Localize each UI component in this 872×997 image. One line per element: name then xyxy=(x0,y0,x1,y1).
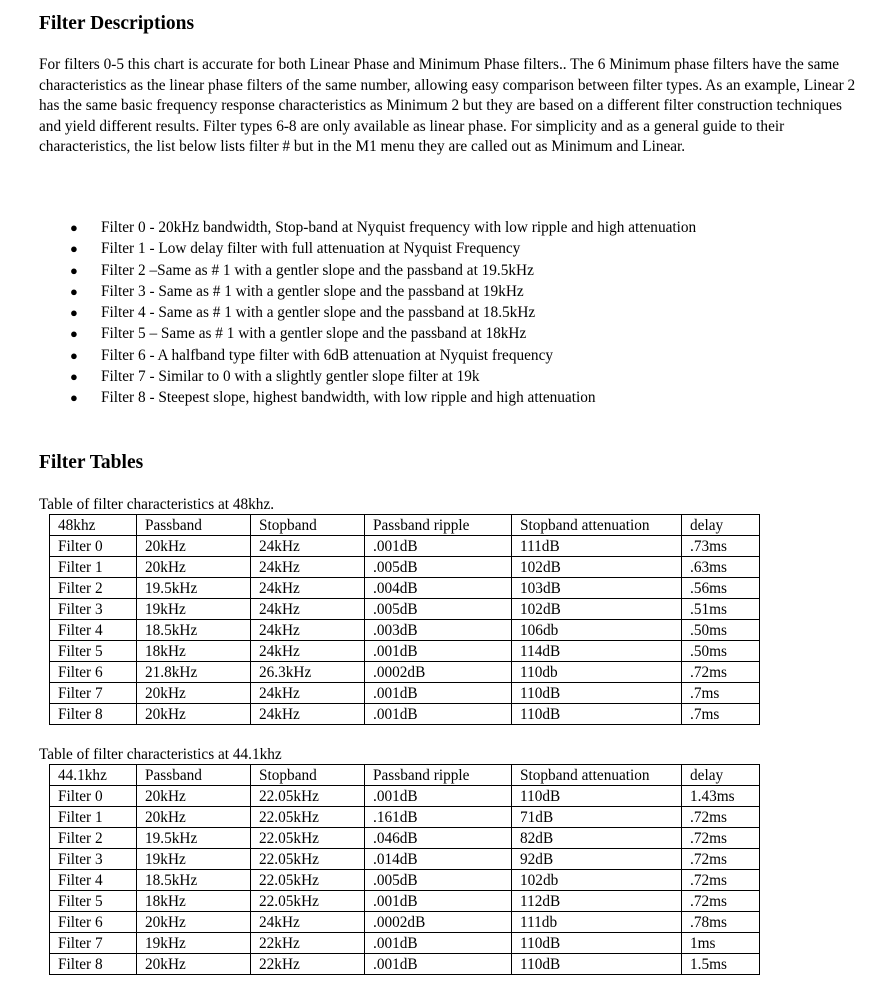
table-cell: 110db xyxy=(512,662,682,683)
table-cell: 20kHz xyxy=(137,786,251,807)
table-cell: 82dB xyxy=(512,828,682,849)
list-item-text: Filter 8 - Steepest slope, highest bandwidth, with low ripple and high attenuation xyxy=(101,389,596,407)
bullet-icon: ● xyxy=(70,262,78,278)
table-cell: .014dB xyxy=(365,849,512,870)
list-item-text: Filter 6 - A halfband type filter with 6dB attenuation at Nyquist frequency xyxy=(101,346,554,364)
table-cell: Filter 1 xyxy=(50,557,137,578)
table-row xyxy=(50,849,760,870)
table-row xyxy=(50,641,760,662)
list-item xyxy=(0,387,696,408)
table-cell: 103dB xyxy=(512,578,682,599)
table-row xyxy=(50,870,760,891)
column-header: Passband ripple xyxy=(365,515,512,536)
table-cell: .72ms xyxy=(682,849,760,870)
table-row xyxy=(50,807,760,828)
table-row xyxy=(50,536,760,557)
table-cell: 106db xyxy=(512,620,682,641)
table-cell: Filter 6 xyxy=(50,912,137,933)
table-cell: .005dB xyxy=(365,870,512,891)
list-item-text: Filter 2 –Same as # 1 with a gentler slope and the passband at 19.5kHz xyxy=(101,261,534,279)
table-cell: 71dB xyxy=(512,807,682,828)
list-item-text: Filter 3 - Same as # 1 with a gentler slope and the passband at 19kHz xyxy=(101,282,524,300)
bullet-icon: ● xyxy=(70,326,78,342)
table-cell: 24kHz xyxy=(251,912,365,933)
table-cell: .161dB xyxy=(365,807,512,828)
table-cell: 21.8kHz xyxy=(137,662,251,683)
table-row xyxy=(50,704,760,725)
table-cell: 20kHz xyxy=(137,954,251,975)
table-header-row xyxy=(50,765,760,786)
table-cell: .001dB xyxy=(365,641,512,662)
table-cell: Filter 5 xyxy=(50,891,137,912)
table-cell: 26.3kHz xyxy=(251,662,365,683)
table-cell: 19kHz xyxy=(137,933,251,954)
table-cell: Filter 4 xyxy=(50,620,137,641)
table-cell: 20kHz xyxy=(137,704,251,725)
table-cell: .51ms xyxy=(682,599,760,620)
table-cell: 20kHz xyxy=(137,557,251,578)
table-cell: .73ms xyxy=(682,536,760,557)
bullet-icon: ● xyxy=(70,305,78,321)
list-item xyxy=(0,323,696,344)
table-cell: 102dB xyxy=(512,599,682,620)
list-item xyxy=(0,366,696,387)
table-cell: .005dB xyxy=(365,599,512,620)
table-cell: .56ms xyxy=(682,578,760,599)
bullet-icon: ● xyxy=(70,347,78,363)
filter-descriptions-heading: Filter Descriptions xyxy=(39,13,195,34)
filter-table-48khz xyxy=(49,514,760,725)
table-cell: 114dB xyxy=(512,641,682,662)
table-cell: 24kHz xyxy=(251,641,365,662)
filter-tables-heading: Filter Tables xyxy=(39,452,144,473)
table-cell: 22.05kHz xyxy=(251,828,365,849)
table-row xyxy=(50,933,760,954)
table-cell: Filter 0 xyxy=(50,786,137,807)
table-cell: 1.43ms xyxy=(682,786,760,807)
table-cell: .7ms xyxy=(682,704,760,725)
table-cell: Filter 6 xyxy=(50,662,137,683)
column-header: 44.1khz xyxy=(50,765,137,786)
list-item-text: Filter 4 - Same as # 1 with a gentler slope and the passband at 18.5kHz xyxy=(101,304,536,322)
table-row xyxy=(50,599,760,620)
table-cell: .72ms xyxy=(682,662,760,683)
table-cell: Filter 1 xyxy=(50,807,137,828)
bullet-icon: ● xyxy=(70,390,78,406)
table-cell: .001dB xyxy=(365,704,512,725)
table-cell: Filter 2 xyxy=(50,828,137,849)
table-cell: 19.5kHz xyxy=(137,828,251,849)
table-row xyxy=(50,683,760,704)
column-header: Passband xyxy=(137,515,251,536)
table-cell: .72ms xyxy=(682,828,760,849)
table-cell: 20kHz xyxy=(137,807,251,828)
table-cell: .78ms xyxy=(682,912,760,933)
table-cell: Filter 8 xyxy=(50,954,137,975)
table-cell: .001dB xyxy=(365,683,512,704)
table-cell: 24kHz xyxy=(251,578,365,599)
intro-paragraph: For filters 0-5 this chart is accurate for both Linear Phase and Minimum Phase filters.. The 6 Minimum phase filters have the same characteristics as the linear phase filters of the same number, allowing easy comparison between filter types. As an example, Linear 2 has the same basic frequency response characteristics as Minimum 2 but they are based on a different filter construction techniques and yield different results. Filter types 6-8 are only available as linear phase. For simplicity and as a general guide to their characteristics, the list below lists filter # but in the M1 menu they are called out as Minimum and Linear. xyxy=(39,56,856,156)
table-cell: .001dB xyxy=(365,933,512,954)
table-cell: 24kHz xyxy=(251,683,365,704)
table-48khz-caption: Table of filter characteristics at 48khz. xyxy=(39,496,275,513)
table-cell: Filter 7 xyxy=(50,683,137,704)
table-cell: .0002dB xyxy=(365,662,512,683)
table-cell: 112dB xyxy=(512,891,682,912)
table-cell: 92dB xyxy=(512,849,682,870)
table-cell: 19kHz xyxy=(137,849,251,870)
column-header: Stopband xyxy=(251,765,365,786)
table-cell: .7ms xyxy=(682,683,760,704)
table-cell: 24kHz xyxy=(251,704,365,725)
table-cell: 22kHz xyxy=(251,933,365,954)
table-cell: 111dB xyxy=(512,536,682,557)
table-cell: 102dB xyxy=(512,557,682,578)
column-header: 48khz xyxy=(50,515,137,536)
table-row xyxy=(50,578,760,599)
table-cell: .72ms xyxy=(682,891,760,912)
table-cell: 22.05kHz xyxy=(251,786,365,807)
table-cell: .72ms xyxy=(682,807,760,828)
table-cell: 110dB xyxy=(512,954,682,975)
table-cell: .001dB xyxy=(365,786,512,807)
list-item xyxy=(0,345,696,366)
table-cell: Filter 3 xyxy=(50,599,137,620)
table-row xyxy=(50,891,760,912)
table-cell: Filter 5 xyxy=(50,641,137,662)
table-cell: .50ms xyxy=(682,620,760,641)
list-item-text: Filter 5 – Same as # 1 with a gentler slope and the passband at 18kHz xyxy=(101,325,527,343)
list-item xyxy=(0,302,696,323)
table-row xyxy=(50,828,760,849)
column-header: Passband xyxy=(137,765,251,786)
column-header: delay xyxy=(682,515,760,536)
list-item xyxy=(0,260,696,281)
table-cell: 24kHz xyxy=(251,536,365,557)
table-cell: 24kHz xyxy=(251,599,365,620)
filter-description-list xyxy=(0,217,696,409)
table-cell: 22.05kHz xyxy=(251,891,365,912)
table-cell: 22.05kHz xyxy=(251,870,365,891)
table-cell: 22kHz xyxy=(251,954,365,975)
column-header: Stopband xyxy=(251,515,365,536)
table-cell: 18.5kHz xyxy=(137,620,251,641)
table-cell: .63ms xyxy=(682,557,760,578)
table-cell: 20kHz xyxy=(137,536,251,557)
column-header: Passband ripple xyxy=(365,765,512,786)
column-header: delay xyxy=(682,765,760,786)
table-cell: 18.5kHz xyxy=(137,870,251,891)
table-cell: 18kHz xyxy=(137,641,251,662)
column-header: Stopband attenuation xyxy=(512,765,682,786)
table-row xyxy=(50,557,760,578)
table-cell: .046dB xyxy=(365,828,512,849)
table-cell: .005dB xyxy=(365,557,512,578)
table-cell: 22.05kHz xyxy=(251,849,365,870)
table-cell: Filter 3 xyxy=(50,849,137,870)
table-cell: Filter 8 xyxy=(50,704,137,725)
table-cell: .50ms xyxy=(682,641,760,662)
table-cell: 110dB xyxy=(512,683,682,704)
table-cell: 1ms xyxy=(682,933,760,954)
table-cell: .001dB xyxy=(365,536,512,557)
table-cell: 20kHz xyxy=(137,912,251,933)
list-item-text: Filter 7 - Similar to 0 with a slightly gentler slope filter at 19k xyxy=(101,368,480,386)
table-row xyxy=(50,620,760,641)
table-cell: Filter 4 xyxy=(50,870,137,891)
table-cell: 19kHz xyxy=(137,599,251,620)
column-header: Stopband attenuation xyxy=(512,515,682,536)
table-cell: 102db xyxy=(512,870,682,891)
table-cell: .004dB xyxy=(365,578,512,599)
table-cell: 22.05kHz xyxy=(251,807,365,828)
table-row xyxy=(50,786,760,807)
bullet-icon: ● xyxy=(70,283,78,299)
table-cell: .72ms xyxy=(682,870,760,891)
table-row xyxy=(50,662,760,683)
table-cell: 18kHz xyxy=(137,891,251,912)
table-cell: 24kHz xyxy=(251,557,365,578)
table-cell: 1.5ms xyxy=(682,954,760,975)
list-item xyxy=(0,217,696,238)
table-header-row xyxy=(50,515,760,536)
table-cell: Filter 0 xyxy=(50,536,137,557)
bullet-icon: ● xyxy=(70,369,78,385)
list-item xyxy=(0,281,696,302)
table-row xyxy=(50,912,760,933)
list-item-text: Filter 1 - Low delay filter with full attenuation at Nyquist Frequency xyxy=(101,240,521,258)
table-cell: .003dB xyxy=(365,620,512,641)
filter-table-44khz xyxy=(49,764,760,975)
table-cell: 110dB xyxy=(512,786,682,807)
table-cell: 24kHz xyxy=(251,620,365,641)
table-row xyxy=(50,954,760,975)
table-cell: Filter 7 xyxy=(50,933,137,954)
list-item-text: Filter 0 - 20kHz bandwidth, Stop-band at Nyquist frequency with low ripple and high attenuation xyxy=(101,219,697,236)
table-cell: .001dB xyxy=(365,954,512,975)
table-cell: 20kHz xyxy=(137,683,251,704)
bullet-icon: ● xyxy=(70,241,78,257)
bullet-icon: ● xyxy=(70,220,78,235)
table-cell: Filter 2 xyxy=(50,578,137,599)
table-cell: 111db xyxy=(512,912,682,933)
table-44khz-caption: Table of filter characteristics at 44.1khz xyxy=(39,746,282,763)
list-item xyxy=(0,238,696,259)
table-cell: .001dB xyxy=(365,891,512,912)
table-cell: 110dB xyxy=(512,933,682,954)
table-cell: .0002dB xyxy=(365,912,512,933)
table-cell: 110dB xyxy=(512,704,682,725)
table-cell: 19.5kHz xyxy=(137,578,251,599)
